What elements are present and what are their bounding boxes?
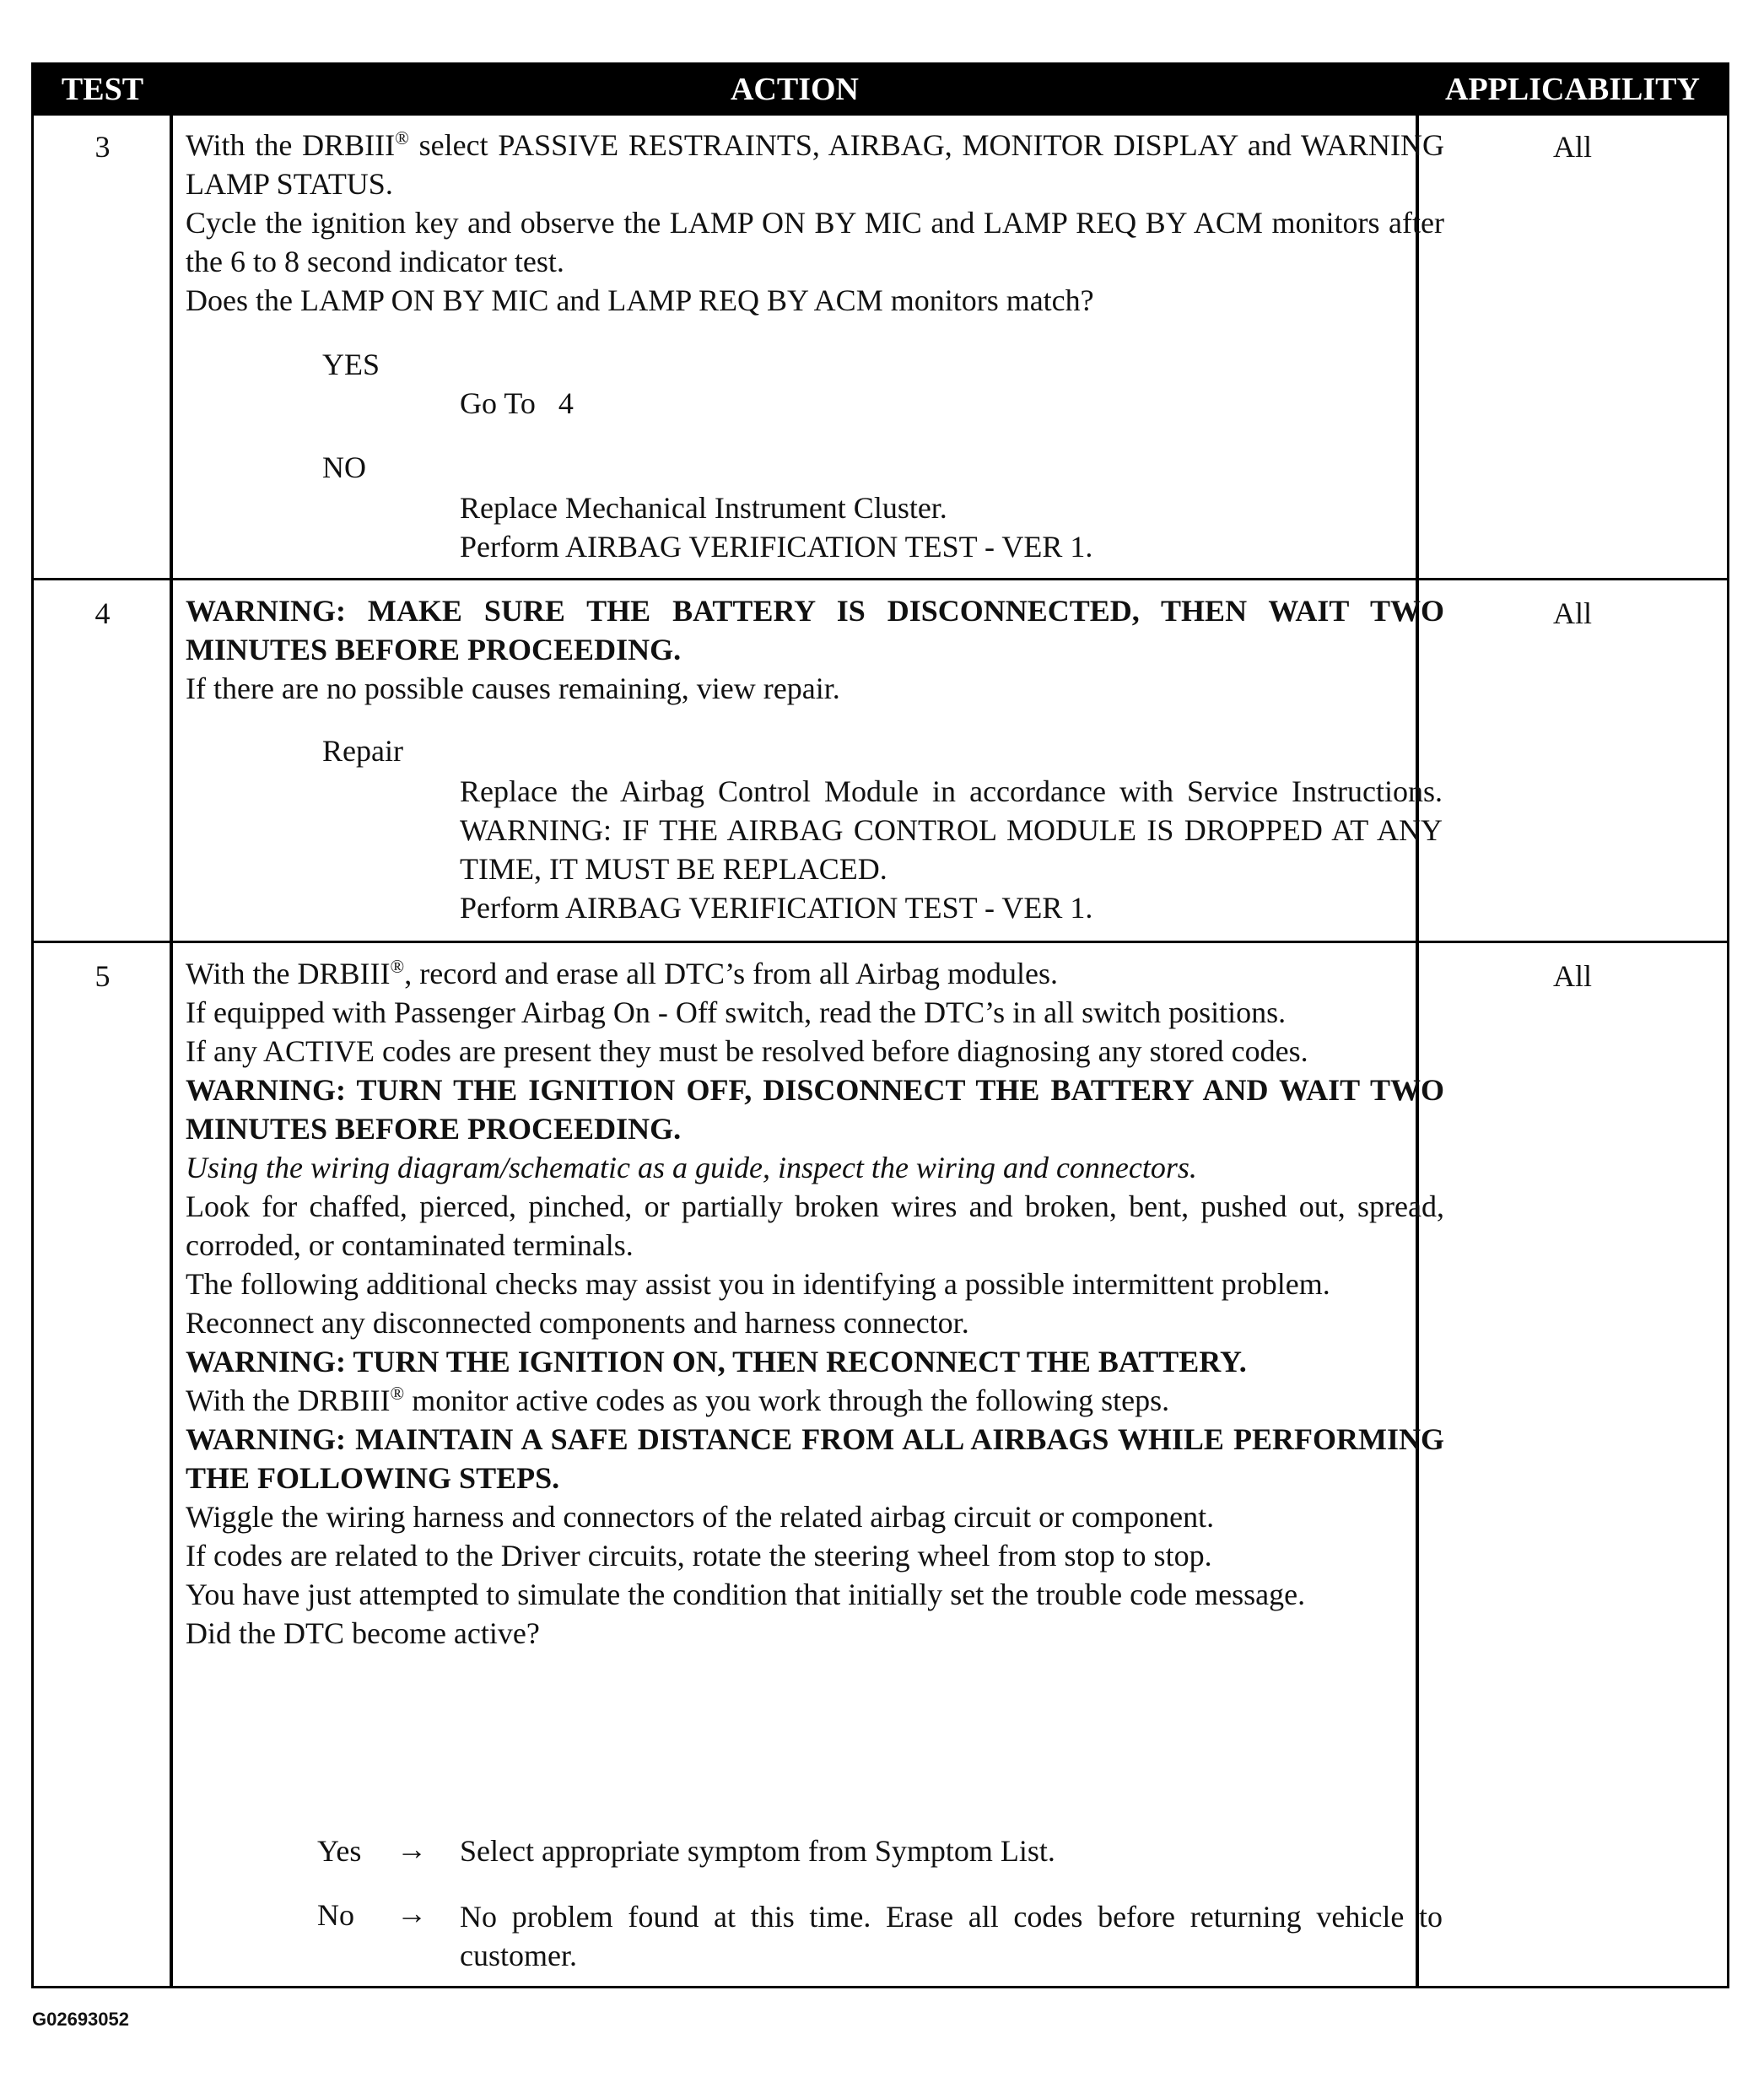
yes-result: Go To 4 bbox=[460, 386, 574, 420]
action-line: Wiggle the wiring harness and connectors of the related airbag circuit or component. bbox=[186, 1500, 1215, 1534]
no-result: No problem found at this time. Erase all codes before returning vehicle to customer. bbox=[460, 1900, 1443, 1972]
header-action: ACTION bbox=[730, 72, 860, 107]
warning-text: WARNING: TURN THE IGNITION OFF, DISCONNECT THE BATTERY AND WAIT TWO MINUTES BEFORE PROCEEDING. bbox=[186, 1073, 1444, 1146]
action-line: With the DRBIII® select PASSIVE RESTRAINTS, AIRBAG, MONITOR DISPLAY and WARNING LAMP STATUS. bbox=[186, 127, 1444, 201]
arrow-right-icon: → bbox=[396, 1832, 427, 1866]
applicability-value: All bbox=[1552, 959, 1592, 993]
repair-label: Repair bbox=[322, 734, 403, 768]
action-line: Using the wiring diagram/schematic as a guide, inspect the wiring and connectors. bbox=[186, 1151, 1197, 1184]
action-line: Did the DTC become active? bbox=[186, 1616, 540, 1650]
applicability-value: All bbox=[1552, 130, 1592, 164]
test-number: 4 bbox=[94, 596, 111, 630]
yes-label: Yes bbox=[317, 1834, 362, 1868]
test-number: 3 bbox=[94, 130, 111, 164]
action-text bbox=[186, 954, 1444, 1653]
no-result-line: Perform AIRBAG VERIFICATION TEST - VER 1. bbox=[460, 530, 1093, 564]
no-label: No bbox=[317, 1898, 354, 1932]
warning-text: WARNING: MAINTAIN A SAFE DISTANCE FROM ALL AIRBAGS WHILE PERFORMING THE FOLLOWING STEPS. bbox=[186, 1422, 1444, 1495]
yes-result: Select appropriate symptom from Symptom List. bbox=[460, 1834, 1055, 1868]
action-text bbox=[186, 591, 1444, 708]
action-line: With the DRBIII® monitor active codes as you work through the following steps. bbox=[186, 1383, 1170, 1417]
action-line: If equipped with Passenger Airbag On - Off switch, read the DTC’s in all switch positions. bbox=[186, 995, 1287, 1029]
no-result bbox=[460, 488, 1092, 566]
header-test: TEST bbox=[61, 72, 144, 107]
column-divider bbox=[170, 116, 173, 1986]
row-divider bbox=[34, 941, 1727, 943]
action-line: Look for chaffed, pierced, pinched, or partially broken wires and broken, bent, pushed out, spread, corroded, or contaminated terminals. bbox=[186, 1189, 1444, 1262]
procedure-table bbox=[31, 62, 1729, 1988]
action-line: You have just attempted to simulate the condition that initially set the trouble code message. bbox=[186, 1578, 1306, 1611]
action-line: If there are no possible causes remaining, view repair. bbox=[186, 672, 840, 705]
repair-text: Perform AIRBAG VERIFICATION TEST - VER 1. bbox=[460, 891, 1093, 925]
arrow-right-icon: → bbox=[396, 1896, 427, 1930]
warning-text: WARNING: MAKE SURE THE BATTERY IS DISCONNECTED, THEN WAIT TWO MINUTES BEFORE PROCEEDING. bbox=[186, 594, 1444, 666]
action-line: The following additional checks may assist you in identifying a possible intermittent problem. bbox=[186, 1267, 1330, 1301]
yes-label: YES bbox=[322, 348, 380, 381]
warning-text: WARNING: TURN THE IGNITION ON, THEN RECONNECT THE BATTERY. bbox=[186, 1345, 1247, 1378]
action-line: If codes are related to the Driver circuits, rotate the steering wheel from stop to stop. bbox=[186, 1539, 1212, 1572]
repair-text: Replace the Airbag Control Module in accordance with Service Instructions. WARNING: IF THE AIRBAG CONTROL MODULE IS DROPPED AT ANY TIME, IT MUST BE REPLACED. bbox=[460, 774, 1443, 886]
applicability-value: All bbox=[1552, 596, 1592, 630]
action-line: If any ACTIVE codes are present they must be resolved before diagnosing any stored codes. bbox=[186, 1034, 1308, 1068]
action-text bbox=[186, 126, 1444, 320]
header-applicability: APPLICABILITY bbox=[1445, 72, 1700, 107]
test-number: 5 bbox=[94, 959, 111, 993]
table-header bbox=[34, 65, 1727, 116]
action-line: Cycle the ignition key and observe the LAMP ON BY MIC and LAMP REQ BY ACM monitors after the 6 to 8 second indicator test. bbox=[186, 206, 1444, 278]
no-result-line: Replace Mechanical Instrument Cluster. bbox=[460, 491, 947, 525]
action-line: Does the LAMP ON BY MIC and LAMP REQ BY ACM monitors match? bbox=[186, 283, 1094, 317]
row-divider bbox=[34, 578, 1727, 580]
action-line: With the DRBIII®, record and erase all DTC’s from all Airbag modules. bbox=[186, 956, 1059, 990]
action-line: Reconnect any disconnected components and harness connector. bbox=[186, 1306, 969, 1340]
figure-code: G02693052 bbox=[32, 2009, 129, 2030]
repair-result bbox=[460, 772, 1443, 927]
no-label: NO bbox=[322, 450, 366, 484]
